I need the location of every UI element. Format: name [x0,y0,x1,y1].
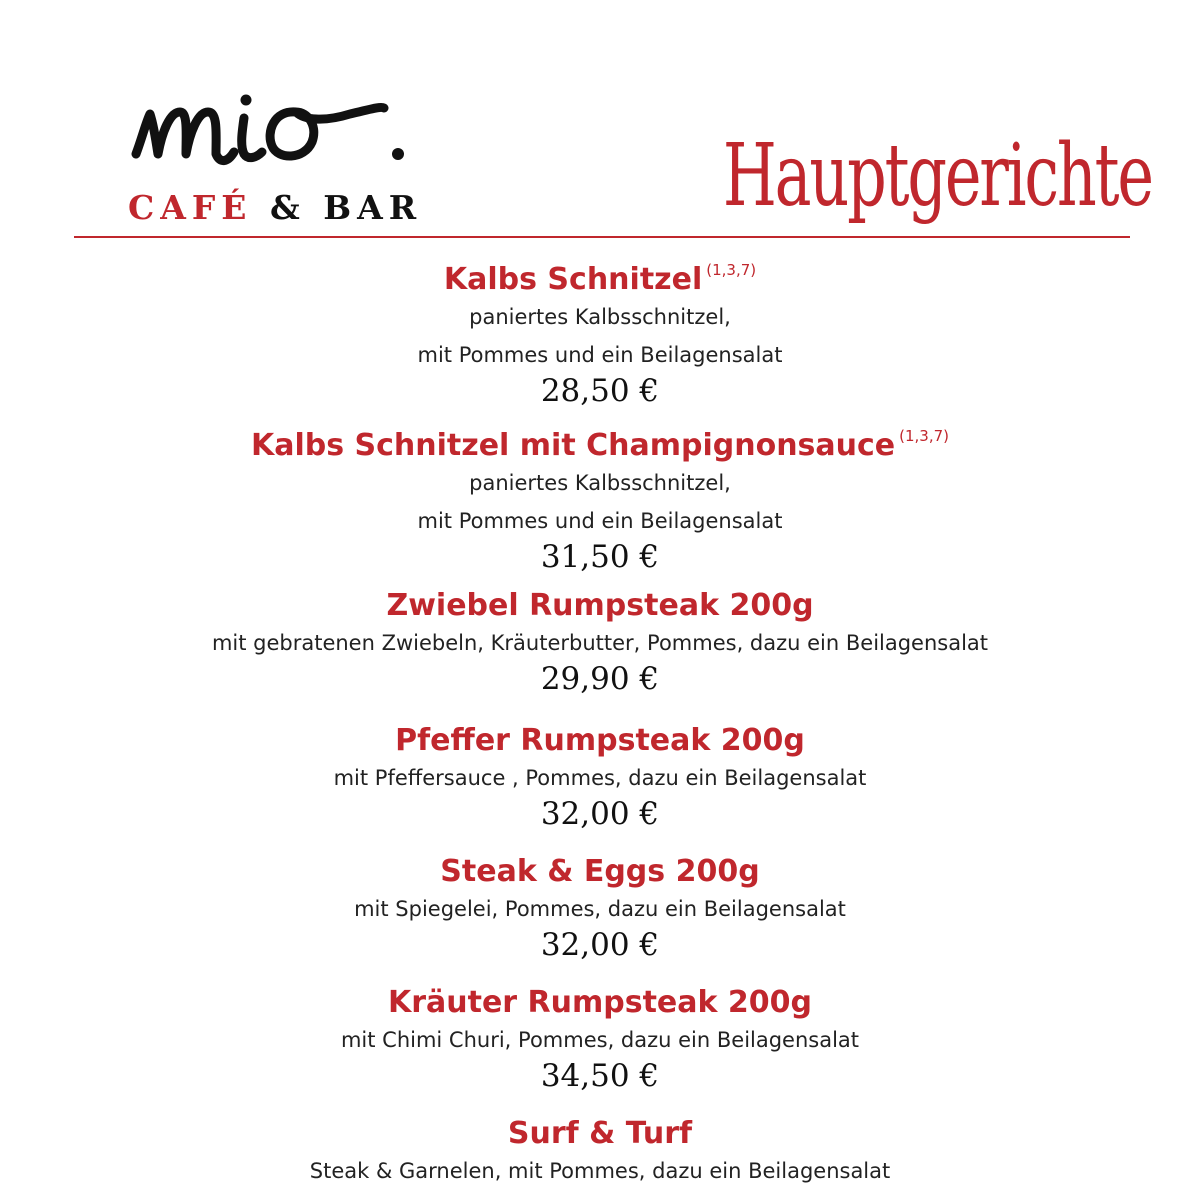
logo-subtitle [128,188,422,227]
dish-description: mit Pommes und ein Beilagensalat [417,509,783,533]
dish-price: 32,00 € [540,927,660,963]
dish-description: mit Pfeffersauce , Pommes, dazu ein Beilagensalat [333,766,867,790]
dish-description: mit Spiegelei, Pommes, dazu ein Beilagensalat [354,897,846,921]
menu-item [0,854,1200,962]
dish-price: 32,00 € [540,796,660,832]
dish-name: Kalbs Schnitzel mit Champignonsauce $^{(1,3,7)}$ [250,427,950,463]
menu-item [0,723,1200,831]
section-title: Hauptgerichte [722,126,1152,226]
dish-price: 31,50 € [540,539,660,575]
dish-name: Surf & Turf [507,1116,693,1151]
logo-bar: BAR [323,188,423,227]
menu-item [0,588,1200,696]
dish-name: Kräuter Rumpsteak 200g [387,985,813,1020]
logo-ampersand: & [269,188,306,227]
allergen-codes: (1,3,7) [706,261,757,279]
dish-description: paniertes Kalbsschnitzel, [469,471,731,495]
allergen-codes: (1,3,7) [899,427,950,445]
dish-name: Pfeffer Rumpsteak 200g [395,723,805,758]
dish-price: 28,50 € [540,373,660,409]
dish-description: mit gebratenen Zwiebeln, Kräuterbutter, Pommes, dazu ein Beilagensalat [211,631,989,655]
menu-item [0,418,1200,574]
dish-name: Zwiebel Rumpsteak 200g [386,588,814,623]
mio-logo [128,68,418,178]
dish-name: Steak & Eggs 200g [440,854,760,889]
menu-item [0,252,1200,408]
logo-cafe: CAFÉ [128,188,253,227]
menu-item [0,1116,1200,1190]
dish-name: Kalbs Schnitzel $^{(1,3,7)}$ [443,261,757,297]
menu-item [0,985,1200,1093]
dish-price: 34,50 € [540,1058,660,1094]
dish-description: Steak & Garnelen, mit Pommes, dazu ein Beilagensalat [309,1159,891,1183]
dish-description: paniertes Kalbsschnitzel, [469,305,731,329]
dish-description: mit Chimi Churi, Pommes, dazu ein Beilagensalat [340,1028,860,1052]
header-divider [74,236,1130,238]
dish-description: mit Pommes und ein Beilagensalat [417,343,783,367]
dish-price: 29,90 € [540,661,660,697]
